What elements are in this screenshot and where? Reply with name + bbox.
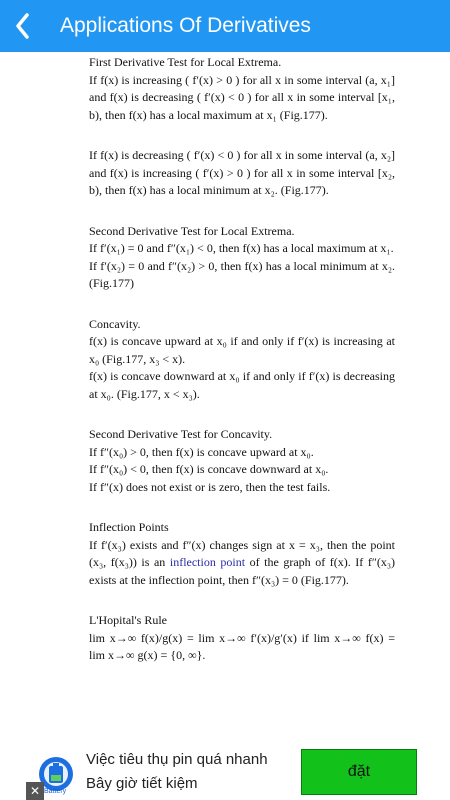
section-inflection-points — [89, 519, 395, 589]
section-first-derivative-test — [89, 54, 395, 124]
section-local-minimum — [89, 147, 395, 200]
paragraph: f(x) is concave downward at x₀ if and only if f′(x) is decreasing at x₀. (Fig.177, x < x₃). — [89, 369, 395, 401]
chevron-left-icon — [15, 13, 31, 39]
section-heading: Second Derivative Test for Concavity. — [89, 427, 273, 441]
section-heading: First Derivative Test for Local Extrema. — [89, 55, 282, 69]
article-content — [89, 54, 395, 688]
section-heading: Second Derivative Test for Local Extrema. — [89, 223, 295, 238]
section-heading: L'Hopital's Rule — [89, 613, 167, 627]
paragraph: If f(x) is decreasing ( f′(x) < 0 ) for all x in some interval (a, x₂] and f(x) is increasing ( f′(x) > 0 ) for all x in some interval [x₂, b), then f(x) has a local minimum at x₂. (Fig.177). — [89, 148, 395, 197]
ad-banner[interactable] — [0, 742, 450, 800]
section-heading: Concavity. — [89, 316, 141, 331]
paragraph: If f′(x₂) = 0 and f″(x₂) > 0, then f(x) has a local minimum at x₂. (Fig.177) — [89, 258, 395, 290]
paragraph-text: of the graph of f(x). If f″(x₃) exists at the inflection point, then f″(x₃) = 0 (Fig.177). — [89, 555, 395, 587]
paragraph — [89, 537, 395, 590]
paragraph-text: If f′(x₃) exists and f″(x) changes sign at x = x₃, then the point (x₃, f(x₃)) is an — [89, 537, 395, 569]
section-concavity — [89, 316, 395, 404]
inflection-point-link[interactable]: inflection point — [169, 555, 246, 569]
back-button[interactable] — [0, 0, 46, 52]
section-concavity-test — [89, 426, 395, 496]
paragraph: If f′(x₁) = 0 and f″(x₁) < 0, then f(x) has a local maximum at x₁. — [89, 241, 394, 255]
section-heading: Inflection Points — [89, 520, 169, 534]
paragraph: If f″(x) does not exist or is zero, then the test fails. — [89, 479, 331, 494]
paragraph: f(x) is concave upward at x₀ if and only if f′(x) is increasing at x₀ (Fig.177, x₃ < x). — [89, 334, 395, 366]
ad-brand-label: Battery — [44, 788, 67, 795]
section-second-derivative-test — [89, 223, 395, 293]
close-icon[interactable]: ✕ — [26, 782, 44, 800]
app-bar — [0, 0, 450, 52]
ad-install-button[interactable]: đặt — [301, 749, 417, 795]
paragraph: If f″(x₀) < 0, then f(x) is concave downward at x₀. — [89, 462, 329, 476]
ad-subline: Bây giờ tiết kiệm — [86, 775, 198, 792]
ad-headline: Việc tiêu thụ pin quá nhanh — [86, 751, 268, 768]
paragraph: If f(x) is increasing ( f′(x) > 0 ) for all x in some interval (a, x₁] and f(x) is decreasing ( f′(x) < 0 ) for all x in some interval [x₁, b), then f(x) has a local maximum at x₁ (Fig.177). — [89, 72, 395, 122]
paragraph: If f″(x₀) > 0, then f(x) is concave upward at x₀. — [89, 444, 314, 459]
page-title: Applications Of Derivatives — [60, 14, 311, 37]
formula: lim x→∞ f(x)/g(x) = lim x→∞ f′(x)/g′(x) if lim x→∞ f(x) = lim x→∞ g(x) = {0, ∞}. — [89, 630, 395, 662]
section-lhopital-rule — [89, 612, 395, 665]
